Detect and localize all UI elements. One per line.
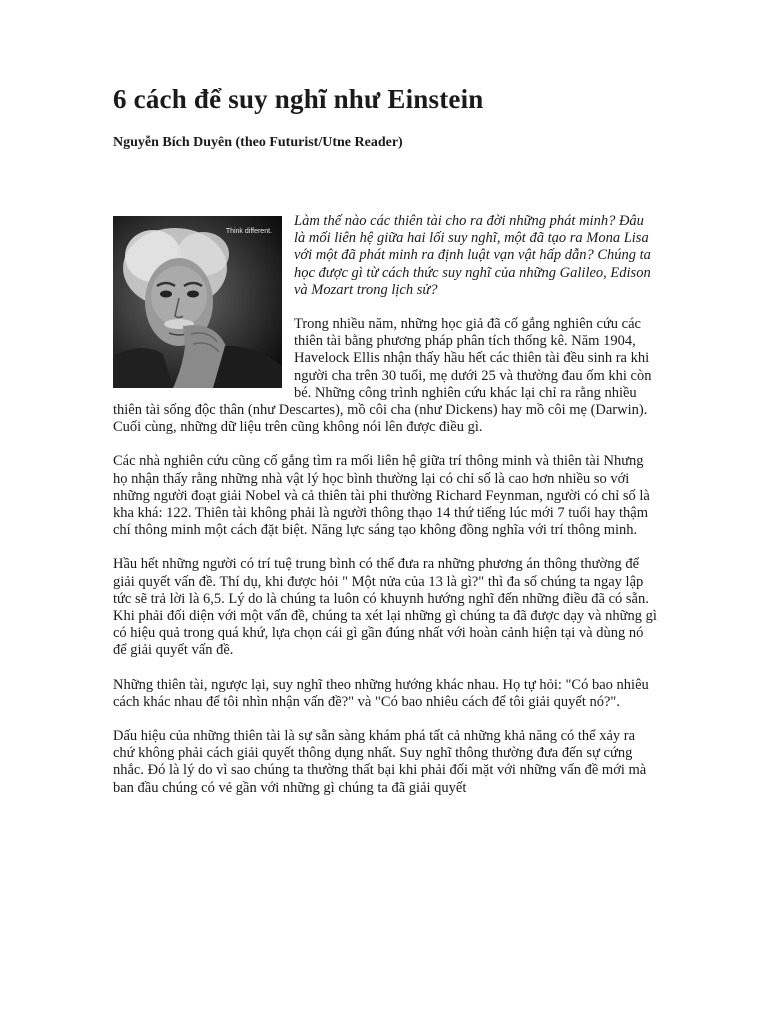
einstein-photo — [113, 216, 282, 388]
body-paragraph-4: Những thiên tài, ngược lại, suy nghĩ theo những hướng khác nhau. Họ tự hỏi: "Có bao nhiêu cách khác nhau để tôi nhìn nhận vấn đề?" và "Có bao nhiêu cách để tôi giải quyết nó?". — [113, 676, 649, 710]
body-paragraph-1: Trong nhiều năm, những học giả đã cố gắng nghiên cứu các thiên tài bằng phương pháp phân tích thống kê. Năm 1904, Havelock Ellis nhận thấy hầu hết các thiên tài đều sinh ra khi người cha trên 30 tuổi, mẹ dưới 25 và thường đau ốm khi còn bé. Những công trình nghiên cứu khác lại chỉ ra rằng nhiều thiên tài sống độc thân (như Descartes), mồ côi cha (như Dickens) hay mồ côi mẹ (Darwin). Cuối cùng, những dữ liệu trên cũng không nói lên được điều gì. — [113, 316, 652, 436]
article-body — [113, 213, 658, 814]
portrait-illustration — [113, 216, 282, 388]
article-byline: Nguyễn Bích Duyên (theo Futurist/Utne Reader) — [113, 135, 403, 150]
body-paragraph-3: Hầu hết những người có trí tuệ trung bình có thể đưa ra những phương án thông thường để giải quyết vấn đề. Thí dụ, khi được hỏi " Một nửa của 13 là gì?" thì đa số chúng ta ngay lập tức sẽ trả lời là 6,5. Lý do là chúng ta luôn có khuynh hướng nghĩ đến những điều đã có sẵn. Khi phải đối diện với một vấn đề, chúng ta xét lại những gì chúng ta đã được dạy và những gì có hiệu quả trong quá khứ, lựa chọn cái gì gần đúng nhất với hoàn cảnh hiện tại và dùng nó để giải quyết vấn đề. — [113, 556, 657, 659]
body-paragraph-5: Dấu hiệu của những thiên tài là sự sẵn sàng khám phá tất cả những khả năng có thể xảy ra chứ không phải cách giải quyết thông dụng nhất. Suy nghĩ thông thường đưa đến sự cứng nhắc. Đó là lý do vì sao chúng ta thường thất bại khi phải đối mặt với những vấn đề mới mà ban đầu chúng có vẻ gần với những gì chúng ta đã giải quyết — [113, 728, 647, 796]
intro-paragraph: Làm thế nào các thiên tài cho ra đời những phát minh? Đâu là mối liên hệ giữa hai lối suy nghĩ, một đã tạo ra Mona Lisa với một đã phát minh ra định luật vạn vật hấp dẫn? Chúng ta học được gì từ cách thức suy nghĩ của những Galileo, Edison và Mozart trong lịch sử? — [294, 213, 651, 298]
body-paragraph-2: Các nhà nghiên cứu cũng cố gắng tìm ra mối liên hệ giữa trí thông minh và thiên tài Nhưng họ nhận thấy rằng những nhà vật lý học bình thường lại có chỉ số là cao hơn nhiều so với những người đoạt giải Nobel và cả thiên tài phi thường Richard Feynman, người có chỉ số là kha khá: 122. Thiên tài không phải là người thông thạo 14 thứ tiếng lúc mới 7 tuổi hay thậm chí thông minh một cách đặt biệt. Năng lực sáng tạo không đồng nghĩa với trí thông minh. — [113, 453, 650, 539]
article-title: 6 cách để suy nghĩ như Einstein — [113, 84, 484, 114]
photo-caption: Think different. — [225, 228, 272, 235]
